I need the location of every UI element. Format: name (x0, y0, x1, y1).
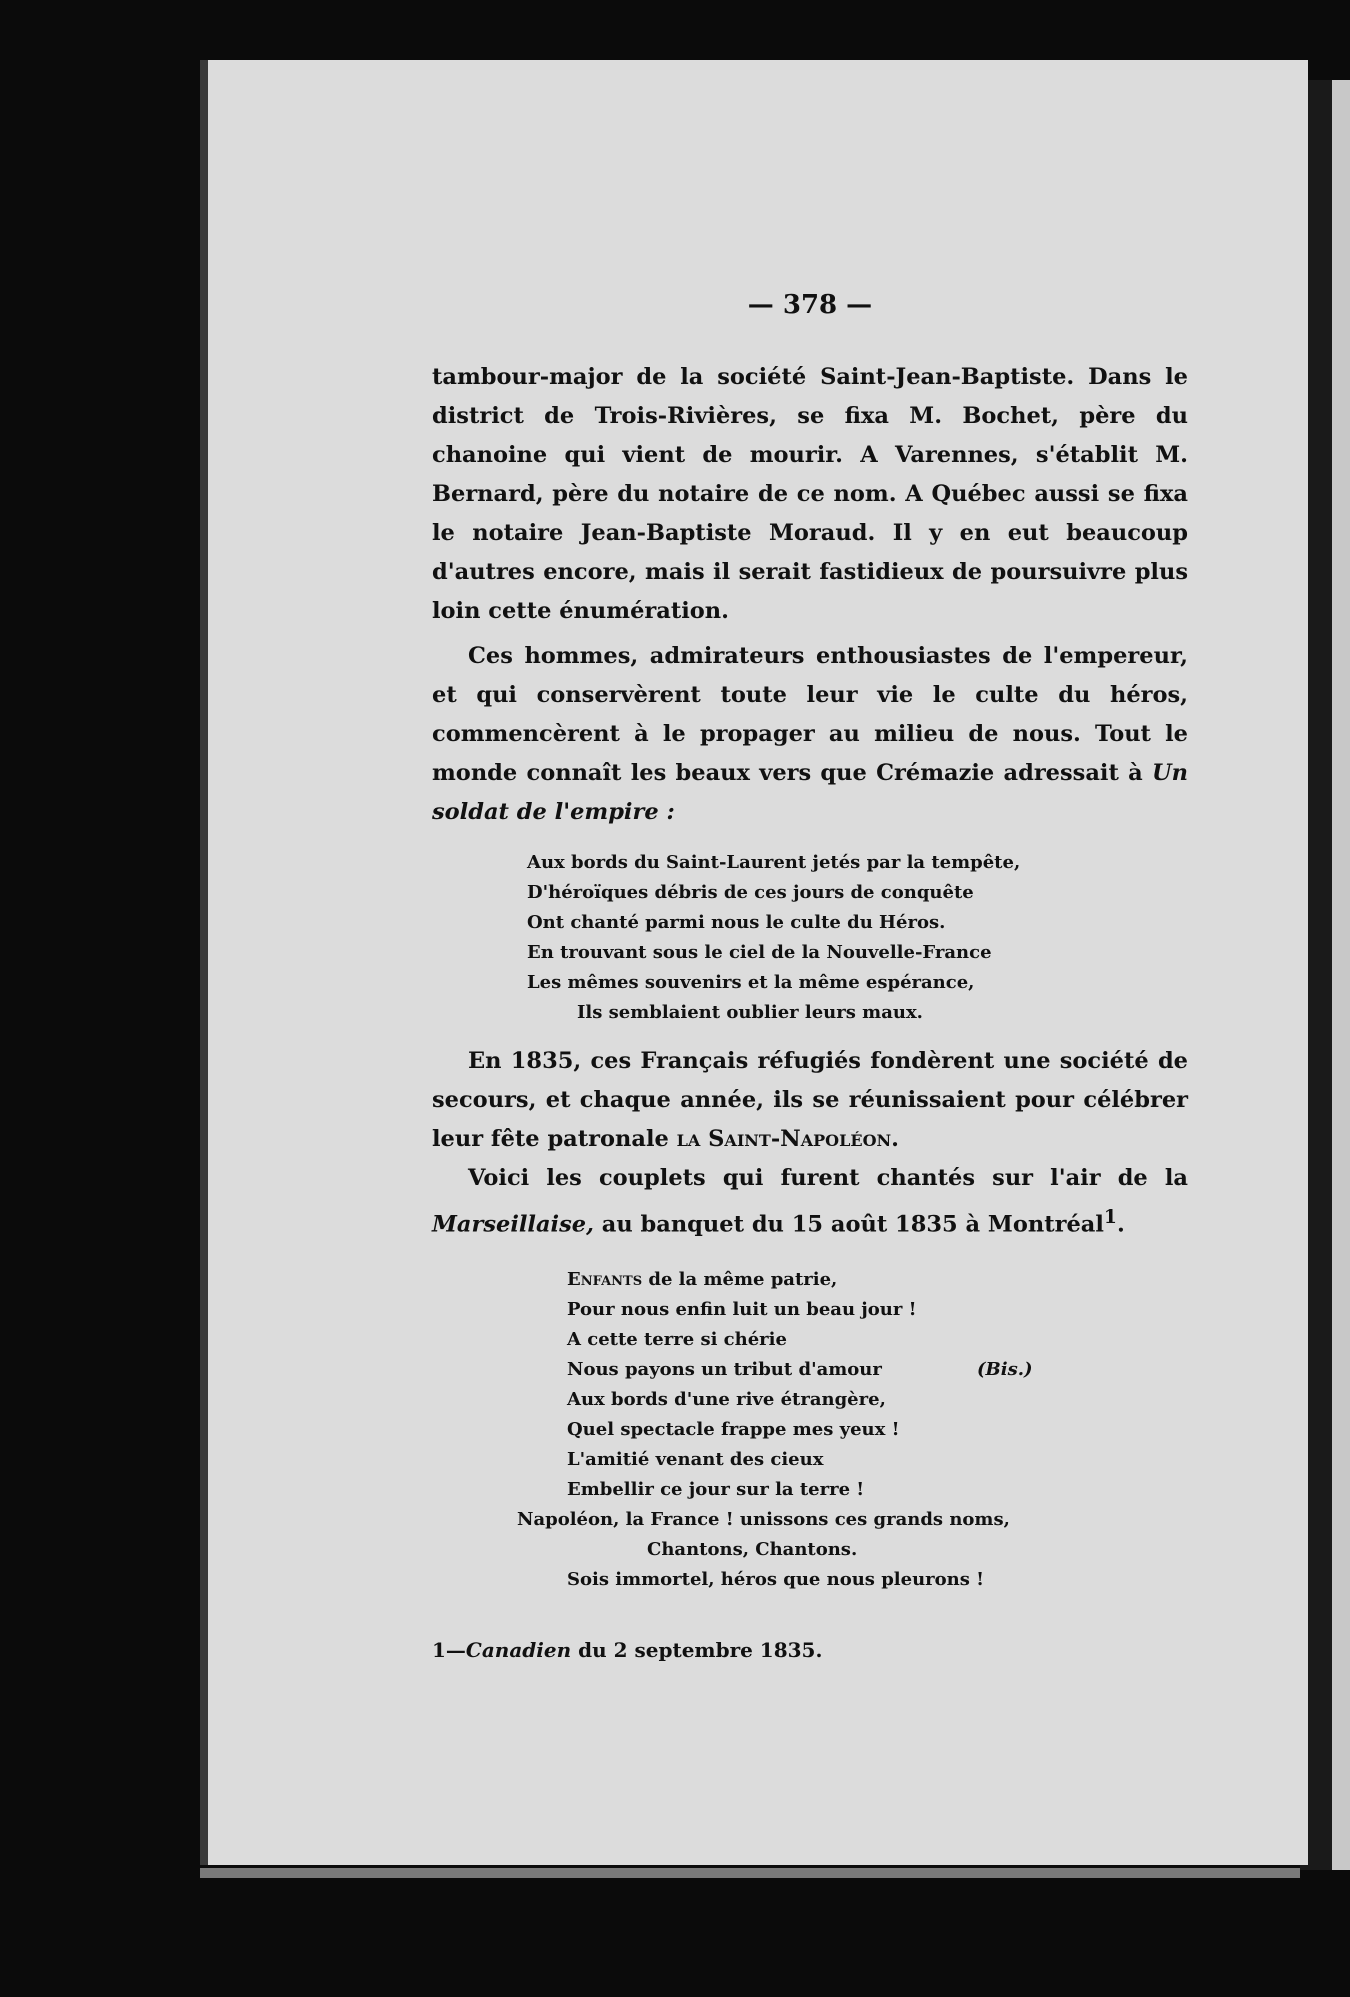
paragraph-4-rest: au banquet du 15 août 1835 à Montréal (593, 1211, 1104, 1238)
paragraph-2-text: Ces hommes, admirateurs enthousiastes de l'empereur, et qui conservèrent toute leur vie le culte du héros, commencèrent à le propager au milieu de nous. Tout le monde connaît les beaux vers que Crémazie adressait à (432, 643, 1188, 786)
text-column (432, 300, 1188, 1665)
poem-line: Aux bords du Saint-Laurent jetés par la tempête, (527, 852, 1021, 873)
song-lyrics (517, 1265, 1188, 1595)
bis-marker: (Bis.) (977, 1358, 1033, 1380)
paragraph-4-end: . (1116, 1211, 1125, 1238)
page-bottom-edge (200, 1868, 1300, 1878)
song-line: A cette terre si chérie (567, 1328, 787, 1350)
paragraph-4-tune: Marseillaise, (432, 1211, 594, 1238)
footnote-ref: 1 (1103, 1206, 1117, 1228)
poem-line: En trouvant sous le ciel de la Nouvelle-France (527, 942, 992, 963)
footnote-source: Canadien (465, 1637, 572, 1662)
song-line: Embellir ce jour sur la terre ! (567, 1478, 865, 1500)
page-number: — 378 — (747, 290, 873, 320)
poem-line: Ont chanté parmi nous le culte du Héros. (527, 912, 946, 933)
song-first-word: Enfants (567, 1268, 643, 1290)
song-line: Chantons, Chantons. (647, 1538, 858, 1560)
paragraph-3 (432, 1042, 1188, 1159)
poem-quote (527, 848, 1188, 1028)
song-line: Napoléon, la France ! unissons ces grands noms, (517, 1508, 1010, 1530)
song-line: Sois immortel, héros que nous pleurons ! (567, 1568, 985, 1590)
footnote-date: du 2 septembre 1835. (571, 1637, 823, 1662)
song-line (567, 1355, 1188, 1385)
paragraph-2-title: Un soldat de l'empire : (432, 760, 1188, 825)
song-line-text: Nous payons un tribut d'amour (567, 1358, 882, 1380)
paragraph-1: tambour-major de la société Saint-Jean-Baptiste. Dans le district de Trois-Rivières, se fixa M. Bochet, père du chanoine qui vient de mourir. A Varennes, s'établit M. Bernard, père du notaire de ce nom. A Québec aussi se fixa le notaire Jean-Baptiste Moraud. Il y en eut beaucoup d'autres encore, mais il serait fastidieux de poursuivre plus loin cette énumération. (432, 364, 1188, 624)
footnote-number: 1— (432, 1637, 466, 1662)
paragraph-2 (432, 637, 1188, 832)
paragraph-3-feast-name: la Saint-Napoléon. (676, 1126, 899, 1152)
paragraph-4 (432, 1159, 1188, 1245)
song-first-rest: de la même patrie, (642, 1268, 838, 1290)
song-line: L'amitié venant des cieux (567, 1448, 824, 1470)
song-line: Pour nous enfin luit un beau jour ! (567, 1298, 917, 1320)
song-line: Aux bords d'une rive étrangère, (567, 1388, 886, 1410)
poem-line: Les mêmes souvenirs et la même espérance, (527, 972, 975, 993)
song-line (567, 1265, 1188, 1295)
paragraph-4-text: Voici les couplets qui furent chantés sur l'air de la (468, 1165, 1188, 1191)
poem-line: Ils semblaient oublier leurs maux. (577, 1002, 923, 1023)
footnote (432, 1635, 1188, 1665)
poem-line: D'héroïques débris de ces jours de conquête (527, 882, 974, 903)
song-line: Quel spectacle frappe mes yeux ! (567, 1418, 900, 1440)
paragraph-3-text: En 1835, ces Français réfugiés fondèrent une société de secours, et chaque année, ils se réunissaient pour célébrer leur fête patronale (432, 1048, 1188, 1152)
